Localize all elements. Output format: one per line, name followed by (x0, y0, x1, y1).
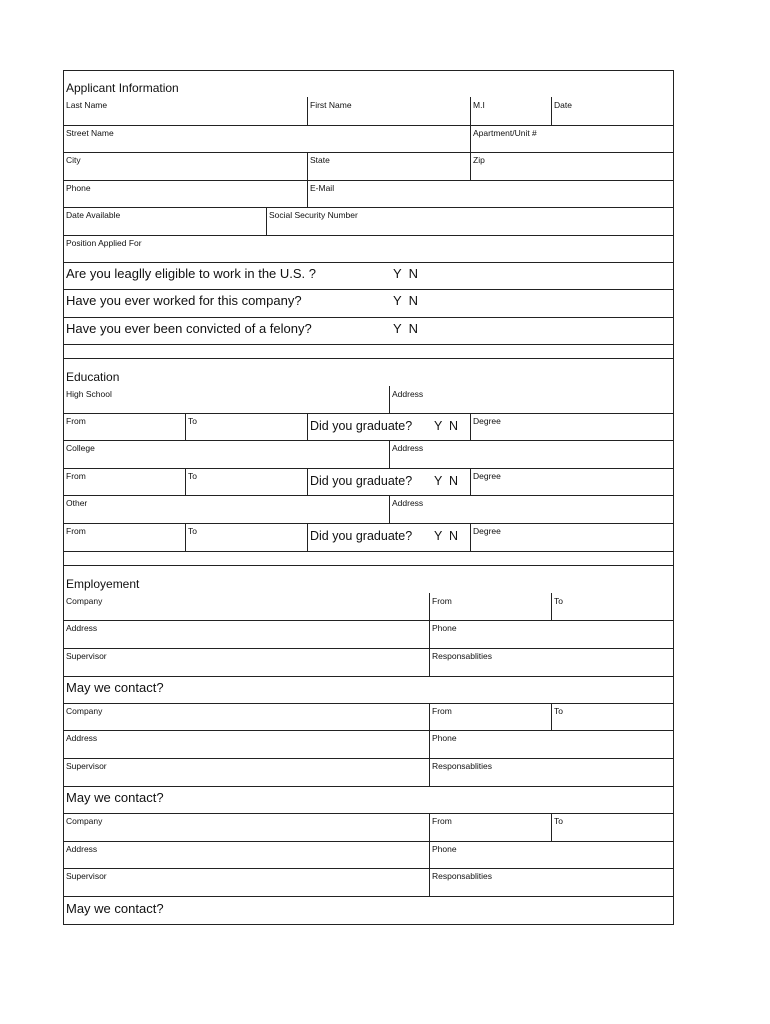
high-school-from-field[interactable] (63, 413, 185, 440)
graduate-question: Did you graduate? (310, 419, 413, 433)
email-label: E-Mail (310, 183, 335, 193)
first-name-field[interactable] (307, 97, 471, 125)
to-label: To (188, 526, 197, 536)
employment-to-field[interactable] (551, 813, 675, 841)
city-label: City (66, 155, 81, 165)
graduate-question: Did you graduate? (310, 474, 413, 488)
yes-no-option[interactable]: Y N (434, 474, 459, 488)
supervisor-label: Supervisor (66, 871, 107, 881)
phone-label: Phone (432, 844, 457, 854)
employment-from-field[interactable] (429, 593, 552, 620)
employment-from-field[interactable] (429, 703, 552, 730)
responsibilities-label: Responsablities (432, 651, 493, 661)
responsibilities-label: Responsablities (432, 761, 493, 771)
company-field[interactable] (63, 813, 429, 841)
degree-label: Degree (473, 471, 501, 481)
last-name-field[interactable] (63, 97, 307, 125)
company-label: Company (66, 706, 103, 716)
phone-label: Phone (432, 733, 457, 743)
position-field[interactable] (63, 235, 674, 262)
employment-to-field[interactable] (551, 593, 675, 620)
college-degree-field[interactable] (470, 468, 675, 495)
from-label: From (432, 816, 452, 826)
phone-label: Phone (66, 183, 91, 193)
employment-phone-field[interactable] (429, 620, 675, 648)
supervisor-label: Supervisor (66, 651, 107, 661)
address-label: Address (392, 498, 424, 508)
email-field[interactable] (307, 180, 675, 207)
college-label: College (66, 443, 95, 453)
to-label: To (554, 596, 563, 606)
yes-no-option[interactable]: Y N (434, 419, 459, 433)
mi-field[interactable] (470, 97, 552, 125)
last-name-label: Last Name (66, 100, 108, 110)
employment-address-field[interactable] (63, 841, 429, 868)
other-from-field[interactable] (63, 523, 185, 551)
section-title-education: Education (66, 370, 120, 384)
high-school-address-field[interactable] (389, 386, 675, 413)
college-field[interactable] (63, 440, 389, 468)
from-label: From (66, 471, 86, 481)
yes-no-option[interactable]: Y N (393, 266, 419, 281)
supervisor-label: Supervisor (66, 761, 107, 771)
question-text: Have you ever worked for this company? (66, 293, 302, 308)
mi-label: M.I (473, 100, 485, 110)
address-label: Address (392, 389, 424, 399)
hline (63, 565, 674, 566)
question-row-felony (63, 317, 674, 344)
college-from-field[interactable] (63, 468, 185, 495)
address-label: Address (66, 844, 98, 854)
question-row-eligible (63, 262, 674, 289)
employment-address-field[interactable] (63, 730, 429, 758)
to-label: To (554, 706, 563, 716)
yes-no-option[interactable]: Y N (393, 293, 419, 308)
apt-field[interactable] (470, 125, 675, 152)
section-title-applicant: Applicant Information (66, 81, 179, 95)
may-contact-label: May we contact? (66, 790, 164, 805)
may-contact-label: May we contact? (66, 901, 164, 916)
high-school-label: High School (66, 389, 112, 399)
date-available-label: Date Available (66, 210, 121, 220)
zip-label: Zip (473, 155, 485, 165)
supervisor-field[interactable] (63, 648, 429, 676)
high-school-graduate (307, 413, 471, 440)
high-school-degree-field[interactable] (470, 413, 675, 440)
employment-to-field[interactable] (551, 703, 675, 730)
city-field[interactable] (63, 152, 307, 180)
hline (63, 551, 674, 552)
date-available-field[interactable] (63, 207, 266, 235)
employment-from-field[interactable] (429, 813, 552, 841)
street-label: Street Name (66, 128, 114, 138)
may-contact-label: May we contact? (66, 680, 164, 695)
high-school-to-field[interactable] (185, 413, 308, 440)
address-label: Address (392, 443, 424, 453)
may-contact-row[interactable] (63, 896, 674, 924)
position-label: Position Applied For (66, 238, 142, 248)
address-label: Address (66, 623, 98, 633)
phone-field[interactable] (63, 180, 307, 207)
supervisor-field[interactable] (63, 758, 429, 786)
responsibilities-field[interactable] (429, 868, 675, 896)
company-field[interactable] (63, 703, 429, 730)
other-label: Other (66, 498, 88, 508)
degree-label: Degree (473, 416, 501, 426)
college-address-field[interactable] (389, 440, 675, 468)
other-address-field[interactable] (389, 495, 675, 523)
responsibilities-field[interactable] (429, 758, 675, 786)
to-label: To (188, 416, 197, 426)
state-field[interactable] (307, 152, 471, 180)
company-field[interactable] (63, 593, 429, 620)
degree-label: Degree (473, 526, 501, 536)
first-name-label: First Name (310, 100, 352, 110)
responsibilities-label: Responsablities (432, 871, 493, 881)
high-school-field[interactable] (63, 386, 389, 413)
graduate-question: Did you graduate? (310, 529, 413, 543)
college-to-field[interactable] (185, 468, 308, 495)
company-label: Company (66, 816, 103, 826)
hline (63, 344, 674, 345)
company-label: Company (66, 596, 103, 606)
zip-field[interactable] (470, 152, 675, 180)
ssn-field[interactable] (266, 207, 675, 235)
form-grid (63, 70, 674, 925)
employment-phone-field[interactable] (429, 841, 675, 868)
to-label: To (188, 471, 197, 481)
date-field[interactable] (551, 97, 675, 125)
hline (63, 358, 674, 359)
responsibilities-field[interactable] (429, 648, 675, 676)
apt-label: Apartment/Unit # (473, 128, 537, 138)
date-label: Date (554, 100, 572, 110)
ssn-label: Social Security Number (269, 210, 358, 220)
may-contact-row[interactable] (63, 786, 674, 813)
employment-address-field[interactable] (63, 620, 429, 648)
employment-phone-field[interactable] (429, 730, 675, 758)
section-title-employment: Employement (66, 577, 140, 591)
other-graduate (307, 523, 471, 551)
other-degree-field[interactable] (470, 523, 675, 551)
question-row-worked (63, 289, 674, 317)
other-school-field[interactable] (63, 495, 389, 523)
street-field[interactable] (63, 125, 470, 152)
yes-no-option[interactable]: Y N (393, 321, 419, 336)
phone-label: Phone (432, 623, 457, 633)
from-label: From (432, 706, 452, 716)
address-label: Address (66, 733, 98, 743)
may-contact-row[interactable] (63, 676, 674, 703)
to-label: To (554, 816, 563, 826)
other-to-field[interactable] (185, 523, 308, 551)
yes-no-option[interactable]: Y N (434, 529, 459, 543)
from-label: From (66, 416, 86, 426)
question-text: Are you leaglly eligible to work in the U.S. ? (66, 266, 317, 281)
question-text: Have you ever been convicted of a felony? (66, 321, 312, 336)
supervisor-field[interactable] (63, 868, 429, 896)
from-label: From (432, 596, 452, 606)
state-label: State (310, 155, 330, 165)
college-graduate (307, 468, 471, 495)
from-label: From (66, 526, 86, 536)
